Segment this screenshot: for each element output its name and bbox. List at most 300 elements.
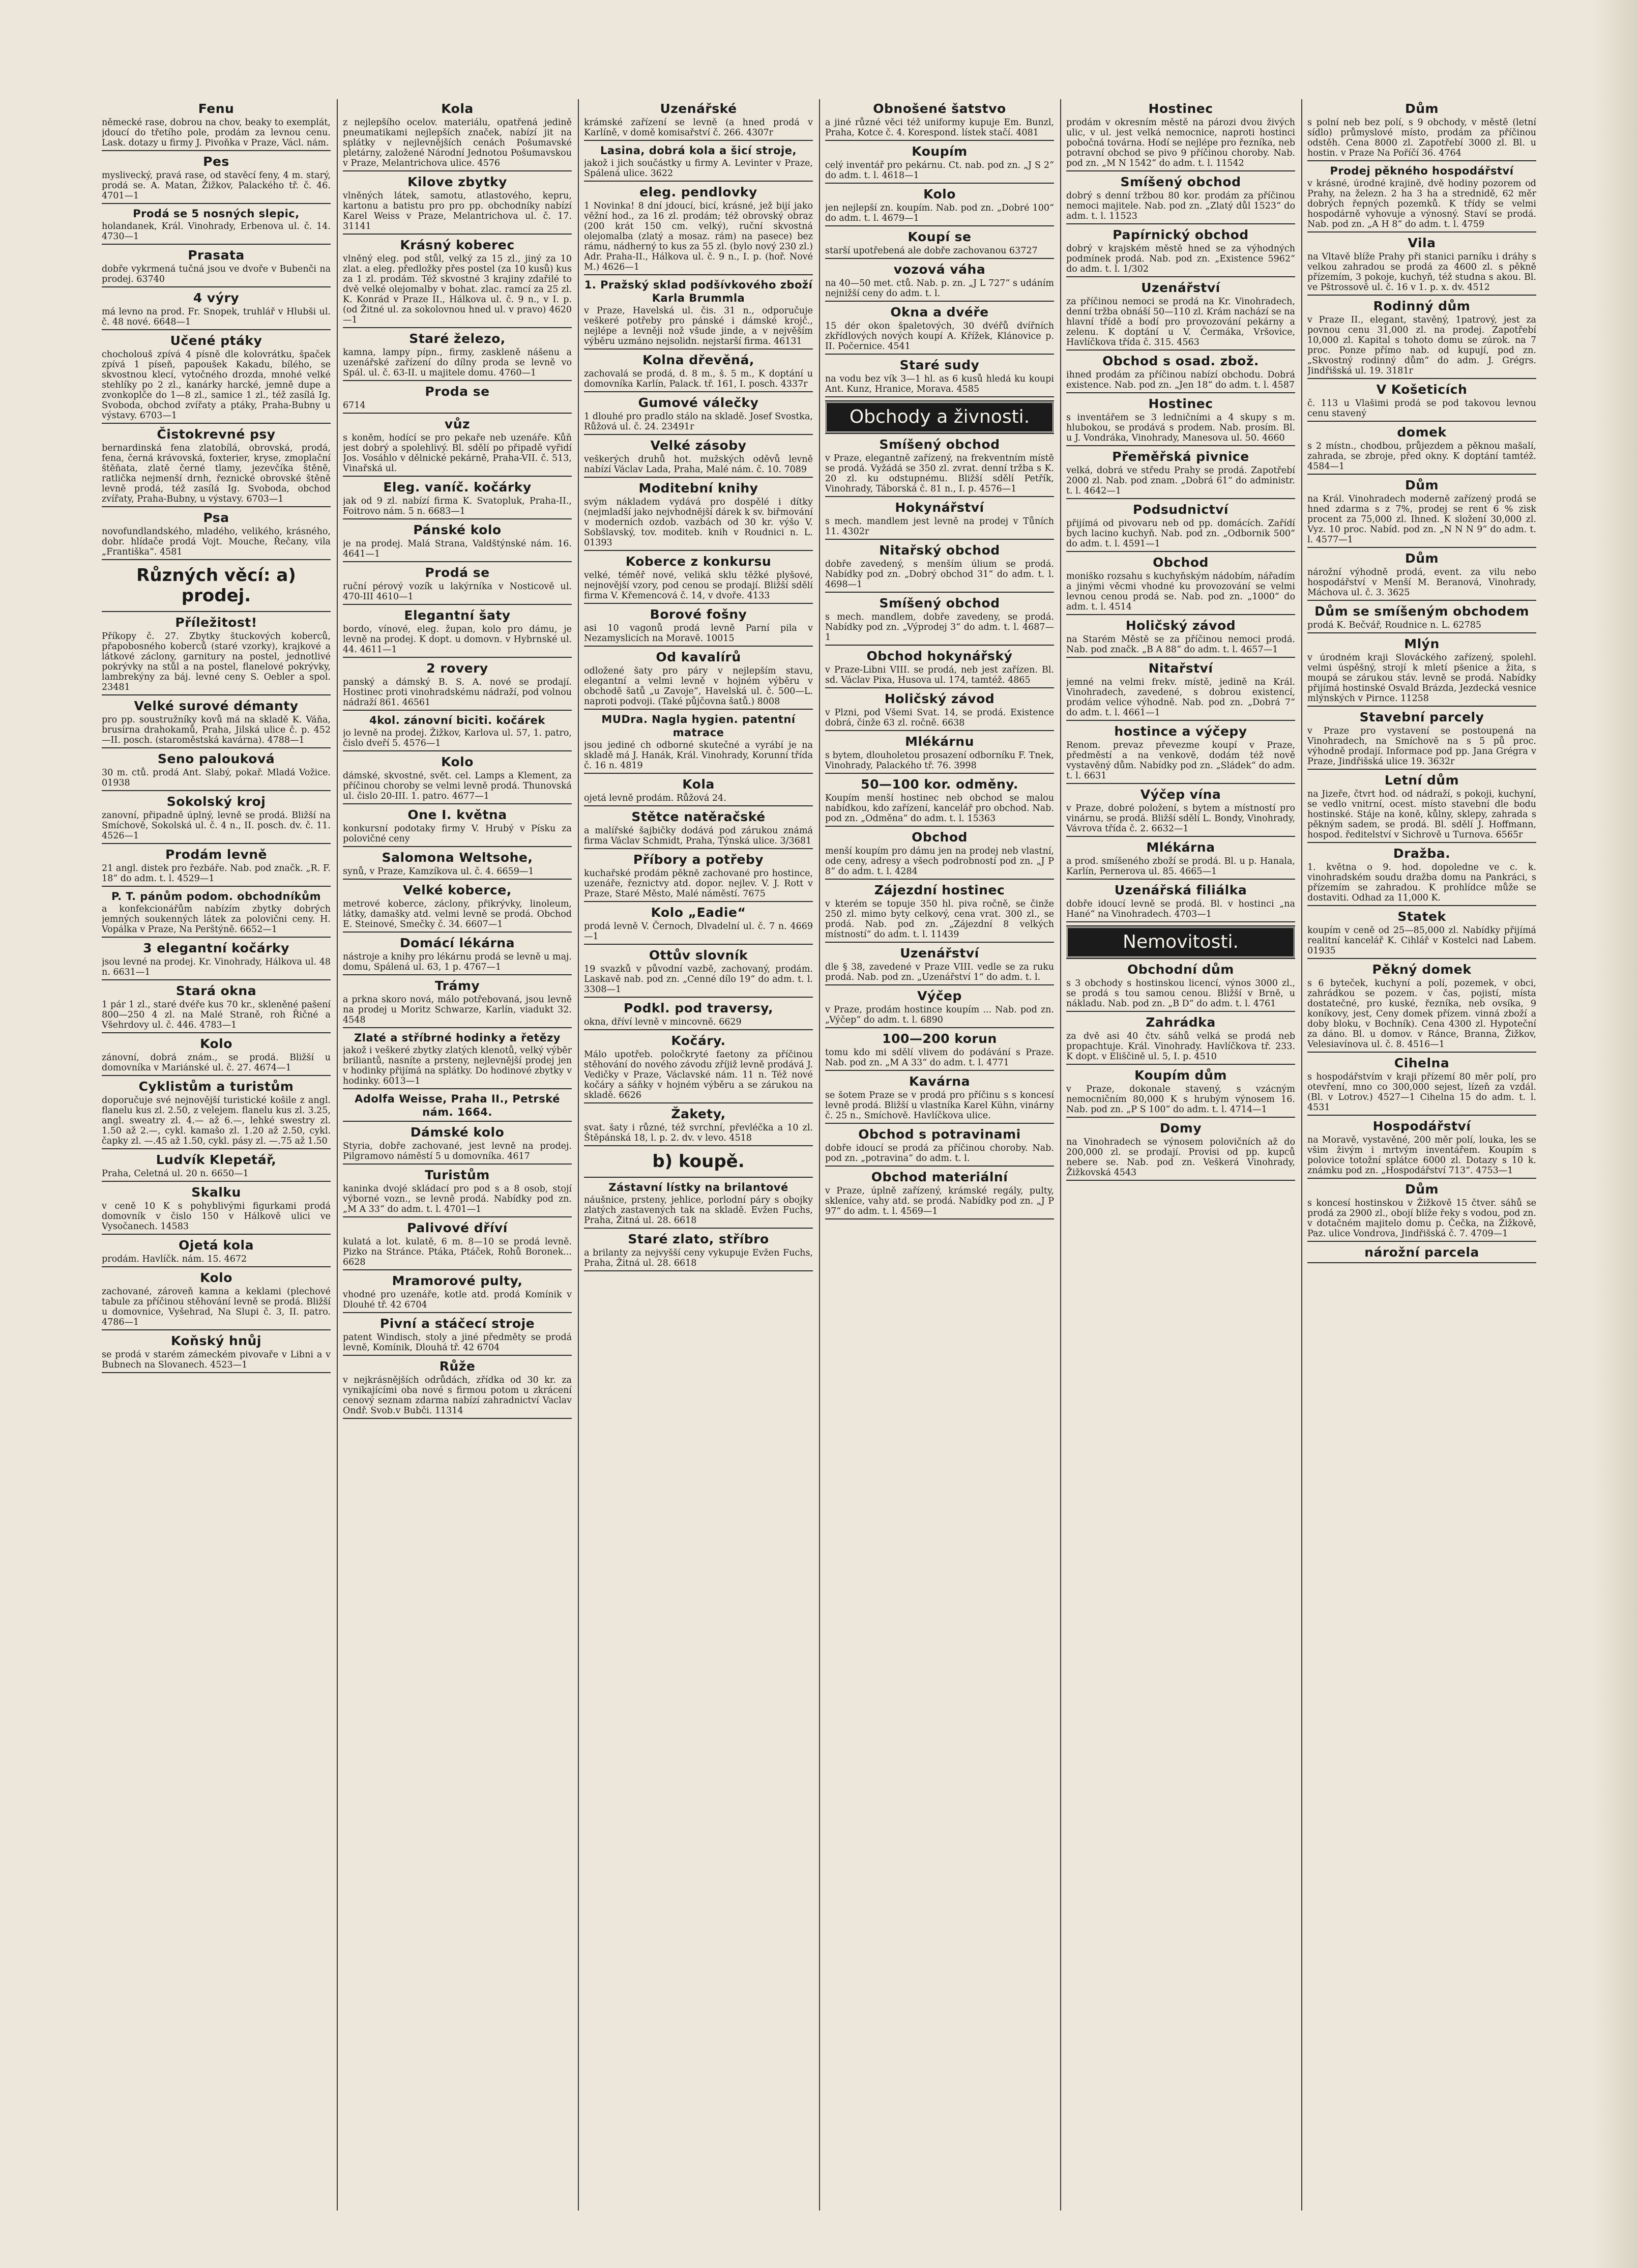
classified-ad: [825, 734, 1054, 774]
ad-separator: [343, 932, 572, 933]
ad-heading: Dům se smíšeným obchodem: [1314, 604, 1529, 619]
ad-heading: Pes: [203, 154, 229, 169]
section-rule: [584, 1177, 813, 1178]
ad-separator: [1066, 445, 1295, 446]
classified-ad: [825, 691, 1054, 731]
ad-separator: [343, 1216, 572, 1217]
ad-separator: [102, 244, 331, 245]
ad-separator: [102, 790, 331, 791]
ad-separator: [1066, 1180, 1295, 1181]
ad-body-text: náušnice, prsteny, jehlice, porlodní páry s obojky zlatých zastavených tak na skladě. Evžen Fuchs, Praha, Žitná ul. 28. 6618: [584, 1195, 813, 1226]
ad-heading: Kočáry.: [671, 1033, 726, 1048]
ad-separator: [343, 1418, 572, 1419]
classified-ad: [584, 554, 813, 604]
ad-heading: Dům: [1405, 551, 1439, 566]
classified-ad: [1307, 636, 1536, 707]
column-divider: [337, 99, 338, 2211]
ad-separator: [1307, 842, 1536, 843]
ad-separator: [343, 1121, 572, 1122]
ad-heading: Moditební knihy: [638, 481, 758, 496]
ad-heading: Kola: [441, 101, 474, 116]
column-divider: [1060, 99, 1061, 2211]
ad-body-text: má levno na prod. Fr. Snopek, truhlář v Hlubši ul. č. 48 nové. 6648—1: [102, 307, 331, 327]
classified-ad: [102, 290, 331, 330]
ad-heading: Koupí se: [908, 229, 972, 244]
ad-body-text: s hospodářstvím v kraji přízemí 80 měr polí, pro otevření, mno co 300,000 sejest, lízeň za vzdál. (Bl. v Lotrov.) 4527—1 Cihelna 15 do adm. t. l. 4531: [1307, 1072, 1536, 1113]
classified-ad: [1066, 227, 1295, 277]
ad-heading: 4kol. zánovní biciti. kočárek: [369, 714, 545, 726]
classified-ad: [102, 1152, 331, 1182]
ad-heading: Čistokrevné psy: [157, 427, 276, 442]
ad-heading: Pánské kolo: [413, 522, 502, 537]
classified-ad: [343, 1220, 572, 1270]
classified-ad: [1307, 909, 1536, 959]
ad-separator: [825, 140, 1054, 141]
ad-body-text: s inventářem se 3 ledničními a 4 skupy s m. hlubokou, se prodává s prodem. Nab. prosím. Bl. u J. Vondráka, Vinohrady, Manesova ul. 50. 4660: [1066, 413, 1295, 443]
ad-body-text: v krásné, úrodné krajině, dvě hodiny pozorem od Prahy, na železn. 2 ha 3 ha a strednidě, 62 měr dobrých řepných pozemků. K třídy se velmi hospodárně vyhovuje a výnosný. Staví se prodá. Nab. pod zn. „A H 8“ do adm. t. l. 4759: [1307, 179, 1536, 229]
classified-ad: [1307, 382, 1536, 422]
ad-heading: Kolo „Eadie“: [651, 905, 746, 920]
ad-body-text: kaninka dvojé skládací pro pod s a 8 osob, stojí výborné vozn., se levně prodá. Nabídky pod zn. „M A 33“ do adm. t. l. 4701—1: [343, 1184, 572, 1214]
ad-heading: Domácí lékárna: [400, 936, 515, 950]
ad-body-text: patent Windisch, stoly a jiné předměty se prodá levně, Komínik, Dlouhá tř. 42 6704: [343, 1332, 572, 1353]
ad-separator: [102, 1372, 331, 1373]
ad-heading: 50—100 kor. odměny.: [861, 777, 1018, 792]
ad-body-text: starší upotřebená ale dobře zachovanou 63727: [825, 246, 1038, 256]
ad-separator: [1307, 706, 1536, 707]
ad-separator: [1307, 474, 1536, 475]
classified-ad: [1307, 551, 1536, 601]
classified-ad: [584, 948, 813, 998]
ad-body-text: jemné na velmi frekv. místě, jedině na Král. Vinohradech, zavedené, s dobrou existencí, prodám velice výhodně. Nab. pod zn. „Dobrá 7“ do adm. t. l. 4661—1: [1066, 677, 1295, 718]
ad-body-text: s mech. mandlem, dobře zavedeny, se prodá. Nabídky pod zn. „Výprodej 3“ do adm. t. l. 4687—1: [825, 612, 1054, 643]
classified-ad: [584, 777, 813, 806]
classified-ad: [1307, 962, 1536, 1053]
ad-separator: [1066, 223, 1295, 224]
ad-separator: [825, 1166, 1054, 1167]
ad-body-text: se šotem Praze se v prodá pro příčinu s s koncesí levně prodá. Bližší u vlastníka Karel Kühn, vinárny č. 25 n., Smíchově. Havlíčkova ulice.: [825, 1090, 1054, 1121]
ad-separator: [1066, 276, 1295, 277]
ad-separator: [1066, 1011, 1295, 1012]
ad-heading: eleg. pendlovky: [639, 185, 757, 199]
classified-ad: [1307, 101, 1536, 161]
ad-body-text: jakož i veškeré zbytky zlatých klenotů, velký výběr briliantů, nasníte a prsteny, nejlevnější prodej jen v hodinky přijímá na splátky. Do hodinové zbytky v hodinky. 6013—1: [343, 1045, 572, 1086]
ad-heading: Přeměřská pivnice: [1112, 449, 1249, 464]
ad-body-text: v Praze pro vystavení se postoupená na Vinohradech, na Smíchově na s 5 pů proc. výhodně prodají. Informace pod pp. Jana Grégra v Praze, Jindřišská ulice 19. 3632r: [1307, 726, 1536, 767]
ad-body-text: 15 dér okon špaletových, 30 dvéřů dvířních zkřídlových nových koupí A. Křížek, Klánovice p. II. Počernice. 4541: [825, 321, 1054, 352]
classified-ad: [825, 229, 1054, 259]
ad-body-text: panský a dámský B. S. A. nové se prodají. Hostinec proti vinohradskému nádraží, pod volnou nádraží 861. 46561: [343, 677, 572, 708]
section-rule: [102, 611, 331, 612]
ad-body-text: a konfekcionářům nabízím zbytky dobrých jemných soukenných látek za polovični ceny. H. Vopálka v Praze, Na Perštýně. 6652—1: [102, 904, 331, 935]
ad-body-text: myslivecký, pravá rase, od stavěcí feny, 4 m. starý, prodá se. A. Matan, Žižkov, Palackého tř. č. 46. 4701—1: [102, 170, 331, 201]
classified-ad: [825, 1074, 1054, 1124]
column-divider: [1301, 99, 1302, 2211]
ad-body-text: 21 angl. distek pro řezbáře. Nab. pod značk. „R. F. 18“ do adm. t. l. 4529—1: [102, 863, 331, 884]
ad-heading: Nitařství: [1148, 661, 1213, 676]
ad-body-text: velká, dobrá ve středu Prahy se prodá. Zapotřebí 2000 zl. Nab. pod znam. „Dobrá 61“ do administr. t. l. 4642—1: [1066, 466, 1295, 496]
classified-ad: [102, 333, 331, 424]
classified-ad: [1066, 396, 1295, 446]
classified-ad: [584, 278, 813, 350]
classified-ad: [584, 101, 813, 141]
ad-heading: nárožní parcela: [1364, 1245, 1479, 1260]
classified-ad: [343, 565, 572, 605]
ad-separator: [825, 354, 1054, 355]
ad-body-text: konkursní podotaky firmy V. Hrubý v Písku za polovičné ceny: [343, 824, 572, 844]
ad-separator: [343, 413, 572, 414]
ad-heading: Koupím dům: [1134, 1068, 1227, 1083]
classified-ad: [584, 1232, 813, 1271]
ad-body-text: zachovalá se prodá, d. 8 m., š. 5 m., K doptání u domovníka Karlín, Palack. tř. 161, I. posch. 4337r: [584, 369, 813, 389]
ad-separator: [1066, 921, 1295, 922]
column-1: [102, 99, 331, 2211]
ad-separator: [102, 423, 331, 424]
ad-heading: P. T. pánům podom. obchodníkům: [111, 890, 321, 903]
ad-heading: Obnošené šatstvo: [873, 101, 1006, 116]
ad-heading: Hostinec: [1148, 101, 1213, 116]
ad-heading: hostince a výčepy: [1114, 724, 1247, 739]
classified-ad: [825, 401, 1054, 433]
ad-heading: Holičský závod: [884, 691, 995, 706]
ad-separator: [102, 559, 331, 560]
classified-ad: [102, 751, 331, 791]
ad-heading: Elegantní šaty: [404, 608, 511, 623]
ad-separator: [1066, 879, 1295, 880]
ad-separator: [584, 1145, 813, 1146]
classified-ad: [343, 1125, 572, 1165]
classified-ad: [343, 661, 572, 711]
ad-separator: [584, 274, 813, 275]
ad-separator: [343, 803, 572, 804]
ad-body-text: na 40—50 met. ctů. Nab. p. zn. „J L 727“ s udáním nejnižší ceny do adm. t. l.: [825, 278, 1054, 299]
ad-body-text: v úrodném kraji Slováckého zařízený, spolehl. velmi úspěšný, strojí k mletí pšenice a žita, s moupá se zárukou stáv. levně se prodá. Nabídky přijímá hostinské Osvald Brázda, Jezdecká vesnice mlýnských v Pirnce. 11258: [1307, 653, 1536, 704]
ad-separator: [1066, 392, 1295, 393]
column-6: [1307, 99, 1536, 2211]
classified-ad: [1307, 1182, 1536, 1242]
ad-separator: [1307, 600, 1536, 601]
ad-body-text: zanovní, připadně úplný, levně se prodá. Bližší na Smíchově, Sokolská ul. č. 4 n., II. posch. dv. č. 11. 4526—1: [102, 810, 331, 841]
ad-body-text: ojetá levně prodám. Růžová 24.: [584, 793, 726, 803]
ad-heading: Koňský hnůj: [171, 1333, 261, 1348]
ad-heading: Pivní a stáčecí stroje: [379, 1316, 535, 1331]
classified-ad: [102, 427, 331, 507]
ad-heading: Obchodní dům: [1127, 962, 1234, 977]
ad-heading: Hostinec: [1148, 396, 1213, 411]
ad-separator: [584, 944, 813, 945]
classified-ad: [1066, 724, 1295, 784]
classified-ad: [825, 830, 1054, 880]
ad-separator: [102, 150, 331, 151]
ad-body-text: jak od 9 zl. nabízí firma K. Svatopluk, Praha-II., Foitrovo nám. 5 n. 6683—1: [343, 496, 572, 516]
ad-heading: Stavební parcely: [1359, 710, 1484, 724]
ad-heading: Nitařský obchod: [879, 543, 1000, 558]
classified-ad: [102, 1079, 331, 1149]
ad-heading: Rodinný dům: [1373, 299, 1471, 313]
ad-separator: [825, 301, 1054, 302]
classified-ad: [1066, 1068, 1295, 1118]
ad-heading: Obchod s osad. zbož.: [1102, 354, 1259, 368]
classified-ad: [102, 154, 331, 204]
ad-separator: [1307, 421, 1536, 422]
classified-ad: [102, 847, 331, 887]
ad-body-text: v Praze, elegantně zařízený, na frekventním místě se prodá. Vyžádá se 350 zl. zvrat. denní tržba s K. 20 zl. ku odstupnému. Bližší sdělí Petřík, Vinohrady, Táborská č. 81 n., I. p. 4576—1: [825, 453, 1054, 494]
ad-body-text: bordo, vínové, eleg. župan, kolo pro dámu, je levně na prodej. K dopt. u domovn. v Hybrnské ul. 44. 4611—1: [343, 624, 572, 655]
ad-body-text: jsou jediné ch odborné skutečné a vyrábí je na skladě má J. Hanák, Král. Vinohrady, Korunní třída č. 16 n. 4819: [584, 740, 813, 771]
classified-ad: [102, 615, 331, 695]
ad-body-text: kulatá a lot. kulatě, 6 m. 8—10 se prodá levně. Pizko na Stránce. Ptáka, Ptáček, Rohů Boronek... 6628: [343, 1237, 572, 1267]
ad-separator: [825, 645, 1054, 646]
ad-body-text: kamna, lampy pípn., firmy, zaskleně nášenu a uzenářské zařízení do dílny proda se levně vo Spál. ul. č. 63-II. u majitele domu. 4760—1: [343, 347, 572, 378]
ad-heading: Borové fošny: [650, 607, 747, 622]
ad-heading: Obchod hokynářský: [866, 649, 1013, 663]
ad-separator: [1066, 498, 1295, 499]
ad-body-text: Koupím menší hostinec neb obchod se malou nabídkou, kdo zařízení, kancelář pro obchod. Nab. pod zn. „Odměna“ do adm. t. l. 15363: [825, 793, 1054, 824]
ad-separator: [1066, 1064, 1295, 1065]
classified-ad: [102, 1036, 331, 1076]
classified-ad: [584, 1107, 813, 1146]
classified-ad: [1066, 280, 1295, 351]
ad-heading: Mramorové pulty,: [392, 1273, 523, 1288]
classified-ad: [102, 1270, 331, 1330]
classified-ad: [825, 543, 1054, 593]
classified-ad: [1066, 1121, 1295, 1181]
ad-separator: [343, 750, 572, 751]
ad-body-text: a prkna skoro nová, málo potřebovaná, jsou levně na prodej u Moritz Schwarze, Karlín, viadukt 32. 4548: [343, 995, 572, 1025]
ad-separator: [825, 396, 1054, 397]
classified-ad: [825, 262, 1054, 302]
ad-body-text: z nejlepšího ocelov. materiálu, opatřená jedině pneumatikami nejlepších značek, nabízí jit na splátky v nejlevnějších cenách Pošumavské pletárny, založené Národní Jednotou Pošumavskou v Praze, Melantrichova ulice. 4576: [343, 118, 572, 168]
ad-body-text: německé rase, dobrou na chov, beaky to exemplát, jdoucí do třetího pole, prodám za levnou cenu. Lask. dotazy u firmy J. Pivoňka v Praze, Václ. nám.: [102, 118, 331, 148]
ad-body-text: moniško rozsahu s kuchyňským nádobím, nářadím a jinými věcmi vhodné ku provozování se velmi levnou cenou prodá se. Nab. pod zn. „1000“ do adm. t. l. 4514: [1066, 571, 1295, 612]
ad-separator: [343, 1269, 572, 1270]
ad-body-text: se prodá v starém zámeckém pivovaře v Libni a v Bubnech na Slovanech. 4523—1: [102, 1350, 331, 1370]
classified-ad: [1307, 236, 1536, 296]
ad-separator: [584, 773, 813, 774]
classified-ad: [102, 248, 331, 287]
classified-ad: [343, 522, 572, 562]
ad-body-text: dobře idoucí levně se prodá. Bl. v hostinci „na Hané“ na Vinohradech. 4703—1: [1066, 899, 1295, 919]
ad-heading: Vila: [1408, 236, 1436, 250]
ad-heading: Obchod materiální: [871, 1170, 1008, 1184]
ad-heading: Dům: [1405, 1182, 1439, 1197]
ad-separator: [102, 1234, 331, 1235]
ad-body-text: a brilanty za nejvyšší ceny vykupuje Evžen Fuchs, Praha, Žitná ul. 28. 6618: [584, 1248, 813, 1268]
ad-separator: [343, 1355, 572, 1356]
classified-ad: [102, 1333, 331, 1373]
ad-body-text: nárožní výhodně prodá, event. za vilu nebo hospodářství v Menší M. Beranová, Vinohrady, Máchova ul. č. 3. 3625: [1307, 567, 1536, 598]
classified-ad: [1307, 478, 1536, 548]
ad-body-text: v Praze, dobré položení, s bytem a místností pro vinárnu, se prodá. Bližší sdělí L. Bondy, Vinohrady, Vávrova třída č. 2. 6632—1: [1066, 803, 1295, 834]
classified-ad: [102, 207, 331, 245]
classified-ad: [825, 988, 1054, 1028]
ad-heading: Růže: [439, 1359, 476, 1374]
ad-heading: Zájezdní hostinec: [874, 883, 1005, 897]
section-heading: b) koupě.: [652, 1151, 745, 1172]
column-divider: [578, 99, 579, 2211]
ad-body-text: 1 dlouhé pro pradlo stálo na skladě. Josef Svostka, Růžová ul. č. 24. 23491r: [584, 412, 813, 432]
ad-body-text: v nejkrásnějších odrůdách, zřídka od 30 kr. za vynikajícími oba nové s firmou potom u zkrácení cenový seznam zdarma nabízí zahradnictví Vaclav Ondř. Svob.v Bubči. 11314: [343, 1375, 572, 1416]
classified-ad: [343, 1316, 572, 1356]
classified-ad: [343, 480, 572, 519]
ad-body-text: dobře vykrmená tučná jsou ve dvoře v Bubenči na prodej. 63740: [102, 264, 331, 284]
ad-separator: [102, 506, 331, 507]
ad-heading: 1. Pražský sklad podšívkového zboží Karla Brummla: [584, 279, 813, 304]
ad-heading: 4 výry: [193, 290, 240, 305]
classified-ad: [343, 754, 572, 804]
ad-heading: Turistům: [425, 1168, 490, 1182]
classified-ad: [102, 890, 331, 938]
ad-heading: Smíšený obchod: [879, 437, 1000, 452]
column-divider: [819, 99, 820, 2211]
ad-separator: [1066, 657, 1295, 658]
classified-ad: [1307, 299, 1536, 379]
ad-body-text: ruční pérový vozík u lakýrníka v Nosticově ul. 470-III 4610—1: [343, 581, 572, 602]
classified-ad: [1066, 101, 1295, 171]
ad-body-text: kuchařské prodám pěkně zachované pro hostince, uzenáře, řeznictvy atd. dopor. nejlev. V. J. Rott v Praze, Staré Město, Malé náměstí. 7675: [584, 868, 813, 899]
ad-separator: [1307, 1052, 1536, 1053]
ad-body-text: metrové koberce, záclony, přikrývky, linoleum, látky, damašky atd. velmi levně se prodá. Obchod E. Steinové, Smečky č. 34. 6607—1: [343, 899, 572, 929]
ad-heading: Kolo: [441, 754, 474, 769]
ad-separator: [584, 391, 813, 392]
classified-ad: [584, 1181, 813, 1229]
ad-heading: Ottův slovník: [649, 948, 748, 963]
ad-body-text: bernardinská fena zlatobílá, obrovská, prodá, fena, černá krávovská, foxterier, kryse, zmoplační štěňata, zlatě černé tlamy, jezevčíka štěně, ratlička nejmenší drnh, řeznické obrovské štěně levně prodá, též zasílá Ig. Svoboda, obchod zvířaty, Praha-Bubny, u výstavy. 6703—1: [102, 443, 331, 504]
ad-heading: Zástavní lístky na brilantové: [608, 1181, 788, 1194]
ad-separator: [825, 225, 1054, 226]
classified-ad: [1307, 604, 1536, 633]
classified-ad: [343, 238, 572, 328]
ad-heading: MUDra. Nagla hygien. patentní matrace: [601, 713, 796, 739]
ad-separator: [1307, 1115, 1536, 1116]
section-banner: Obchody a živnosti.: [825, 401, 1054, 433]
ad-separator: [584, 140, 813, 141]
classified-ad: [584, 185, 813, 275]
ad-body-text: jen nejlepší zn. koupím. Nab. pod zn. „Dobré 100“ do adm. t. l. 4679—1: [825, 203, 1054, 223]
ad-body-text: jsou levné na prodej. Kr. Vinohrady, Hálkova ul. 48 n. 6631—1: [102, 957, 331, 977]
ad-body-text: za dvě asi 40 čtv. sáhů velká se prodá neb propachtuje. Král. Vinohrady. Havlíčkova tř. 233. K dopt. v Eliščině ul. 5, I. p. 4510: [1066, 1031, 1295, 1062]
ad-body-text: pro pp. soustružníky kovů má na skladě K. Váňa, brusírna drahokamů, Praha, Jilská ulice č. p. 452—II. posch. (staroměstská kavárna). 4788—1: [102, 715, 331, 745]
ad-heading: Smíšený obchod: [1120, 175, 1241, 189]
ad-separator: [1307, 547, 1536, 548]
ad-heading: Trámy: [434, 978, 480, 993]
ad-separator: [584, 1102, 813, 1103]
ad-separator: [343, 974, 572, 975]
ad-heading: Kolna dřevěná,: [642, 353, 754, 367]
classified-ad: [584, 395, 813, 435]
ad-heading: Stará okna: [175, 983, 257, 998]
classified-ad: [825, 1031, 1054, 1071]
column-3: [584, 99, 813, 2211]
classified-ad: [1307, 710, 1536, 770]
ad-body-text: novofundlandského, mladého, velikého, krásného, dobr. hlídače prodá Vojt. Mouche, Řečany, vila „Františka“. 4581: [102, 527, 331, 557]
ad-heading: Mlýn: [1404, 636, 1440, 651]
classified-ad: [343, 331, 572, 381]
ad-body-text: 6714: [343, 400, 366, 411]
ad-separator: [1066, 783, 1295, 784]
ad-body-text: s koněm, hodící se pro pekaře neb uzenáře. Kůň jest dobrý a spolehlivý. Bl. sdělí po připadě vyřidí Jos. Vosáhlo v dělnické pekárně, Praha-VII. č. 513, Vinařská ul.: [343, 433, 572, 474]
ad-body-text: na Král. Vinohradech moderně zařízený prodá se hned zdarma s z 7%, prodej se rent 6 % zisk procent za 75,000 zl. Ihned. K složení 30,000 zl. Vyz. 10 proc. Nabíd. pod zn. „N N N 9“ do adm. t. l. 4577—1: [1307, 494, 1536, 545]
ad-body-text: doporučuje své nejnovější turistické košile z angl. flanelu kus zl. 2.50, z velejem. flanelu kus zl. 3.25, angl. sweatry zl. 4.— až 6.—, lehké swestry zl. 1.50 až 2.—, cykl. kamašo zl. 1.20 až 2.50, cykl. čapky zl. —.45 až 1.50, cykl. pásy zl. —.75 až 1.50: [102, 1095, 331, 1146]
ad-body-text: přijímá od pivovaru neb od pp. domácích. Zařídí bych lacino kuchyň. Nab. pod zn. „Odbornik 500“ do adm. t. l. 4591—1: [1066, 518, 1295, 549]
ad-separator: [825, 258, 1054, 259]
classified-ad: [102, 510, 331, 560]
ad-body-text: s 6 byteček, kuchyní a polí, pozemek, v obci, zahrádkou se pozem. v čas, pojistí, místa dostatečné, pro kuské, řezníka, neb ovsíka, 9 koníkovy, jest, Ceny domek přízem. vinná zboží a doby bloku, v Bochník). Cena 4300 zl. Hypoteční za dáno. Bl. u domov. v Ránce, Branna, Žižkov, Velesiavínova ul. č. 8. 4516—1: [1307, 978, 1536, 1050]
ad-separator: [1307, 231, 1536, 232]
ad-separator: [584, 848, 813, 849]
classified-ad: [1066, 1015, 1295, 1065]
classified-ad: [584, 438, 813, 478]
ad-heading: Cihelna: [1394, 1056, 1450, 1070]
ad-body-text: ihned prodám za příčinou nabízí obchodu. Dobrá existence. Nab. pod zn. „Jen 18“ do adm. t. l. 4587: [1066, 370, 1295, 390]
ad-separator: [343, 710, 572, 711]
ad-separator: [825, 730, 1054, 731]
ad-heading: Mlékárnu: [905, 734, 974, 749]
ad-body-text: asi 10 vagonů prodá levně Parní pila v Nezamyslicích na Moravě. 10015: [584, 623, 813, 644]
classified-ad: [1066, 618, 1295, 658]
ad-separator: [1066, 614, 1295, 615]
ad-body-text: okna, dříví levně v mincovně. 6629: [584, 1017, 742, 1027]
ad-separator: [102, 1075, 331, 1076]
ad-separator: [584, 550, 813, 551]
ad-heading: Velké zásoby: [650, 438, 747, 453]
classified-ad: [584, 353, 813, 392]
ad-heading: Fenu: [198, 101, 235, 116]
column-5: [1066, 99, 1295, 2211]
ad-body-text: prodám v okresním městě na pározi dvou živých ulic, v ul. jest velká nemocnice, naproti hostinci pobočná továrna. Hodí se nejlépe pro řezníka, neb potravní obchod se pivo 9 příčinou choroby. Nab. pod zn. „M N 1542“ do adm. t. l. 11542: [1066, 118, 1295, 168]
ad-body-text: s bytem, dlouholetou prosazení odborníku F. Tnek, Vinohrady, Palackého tř. 76. 3998: [825, 750, 1054, 771]
ad-heading: domek: [1397, 425, 1447, 440]
ad-separator: [343, 518, 572, 519]
ad-heading: Krásný koberec: [400, 238, 515, 252]
ad-body-text: vlněný eleg. pod stůl, velký za 15 zl., jiný za 10 zlat. a eleg. předložky přes postel (za 10 kusů) kus za 1 zl. prodám. Též skvostné 3 krajiny zdařilé to dvě velké olejomalby v bohat. zlac. ramcí za 25 zl. K. Konrád v Praze II., Hálkova ul. č. 9 n., v I. p. (od Žitné ul. za sokolovnou hned ul. v pravo) 4620—1: [343, 254, 572, 325]
ad-heading: Příležitost!: [175, 615, 257, 630]
ad-heading: 100—200 korun: [882, 1031, 997, 1046]
ad-heading: Salomona Weltsohe,: [382, 850, 533, 865]
classified-ad: [102, 983, 331, 1033]
classified-ad: [343, 807, 572, 847]
ad-body-text: krámské zařízení se levně (a hned prodá v Karlíně, v domě komisařství č. 266. 4307r: [584, 118, 813, 138]
ad-separator: [825, 1123, 1054, 1124]
ad-body-text: dámské, skvostné, svět. cel. Lamps a Klement, za příčinou choroby se velmi levně prodá. Thunovská ul. čislo 20-III. 1. patro. 4677—1: [343, 771, 572, 801]
ad-heading: Kolo: [200, 1036, 232, 1051]
ad-heading: Učené ptáky: [170, 333, 262, 348]
ad-heading: Uzenářství: [1141, 280, 1220, 295]
classified-ad: [1066, 175, 1295, 224]
classified-ad: [343, 101, 572, 171]
ad-separator: [584, 1029, 813, 1030]
classified-ad: [1066, 502, 1295, 552]
ad-heading: Gumové válečky: [638, 395, 759, 410]
classified-ad: [102, 794, 331, 844]
ad-body-text: jo levně na prodej. Žižkov, Karlova ul. 57, 1. patro, čislo dveří 5. 4576—1: [343, 728, 572, 748]
ad-heading: Dům: [1405, 478, 1439, 492]
classified-ad: [825, 596, 1054, 646]
classified-ad: [1066, 787, 1295, 837]
ad-heading: Obchod: [912, 830, 968, 845]
ad-body-text: Renom. prevaz převezme koupí v Praze, předměstí a na venkově, dodám též nově vystavěný dům. Nabídky pod zn. „Sládek“ do adm. t. l. 6631: [1066, 740, 1295, 781]
ad-heading: Kilove zbytky: [407, 175, 507, 189]
classified-ad: [1307, 1056, 1536, 1116]
classified-ad: [343, 978, 572, 1028]
classified-ad: [584, 650, 813, 710]
classified-ad: [1066, 883, 1295, 922]
ad-separator: [102, 329, 331, 330]
ad-body-text: 1 Novinka! 8 dní jdoucí, bicí, krásné, jež bijí jako věžní hod., za 16 zl. prodám; též obrovský obraz (200 krát 150 cm. velký), ruční skvostná olejomalba (zlatý a mosaz. rám) na pasece) bez rámu, nádherný to kus za 55 zl. (bylo nový 230 zl.) Adr. Praha-II., Hálkova ul. č. 9 n., I. p. (hoř. Nové M.) 4626—1: [584, 201, 813, 272]
ad-heading: Hospodářství: [1372, 1119, 1471, 1133]
ad-heading: Kavárna: [909, 1074, 970, 1089]
ad-body-text: synů, v Praze, Kamzíkova ul. č. 4. 6659—1: [343, 866, 534, 877]
